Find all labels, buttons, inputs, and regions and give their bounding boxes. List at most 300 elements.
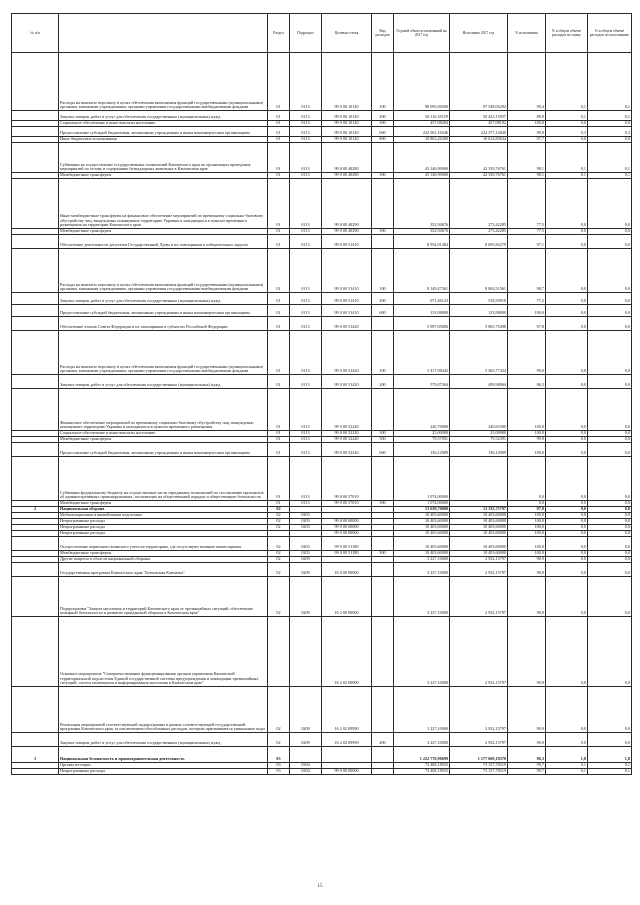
row-plan: 352,94676 <box>394 229 450 235</box>
row-csr: 99 0 00 51420 <box>322 317 372 331</box>
header-name <box>59 14 268 53</box>
row-name: Предоставление субсидий бюджетным, автономным учреждениям и иным некоммерческим организациям <box>59 305 268 317</box>
row-podrazdel: 0113 <box>290 137 322 143</box>
row-name: Субвенции на осуществление государственных полномочий Камчатского края по организации проведения мероприятий по отлову и содержанию безнадзорных животных в Камчатском крае <box>59 143 268 173</box>
row-plan: 579,07364 <box>394 375 450 389</box>
row-razdel: 01 <box>268 501 290 507</box>
header-razdel: Раздел <box>268 14 290 53</box>
row-fact: 2 932,15797 <box>450 733 508 747</box>
row-pct: 86,3 <box>508 375 546 389</box>
row-fact: 8 695,82279 <box>450 235 508 249</box>
row-name: Межбюджетные трансферты <box>59 501 268 507</box>
row-name: Межбюджетные трансферты <box>59 229 268 235</box>
row-csr: 99 0 00 51410 <box>322 249 372 293</box>
row-csr: 99 0 00 40290 <box>322 229 372 235</box>
row-pct: 100,0 <box>508 519 546 525</box>
row-vr: 500 <box>372 437 394 443</box>
row-plan: 43 146,99000 <box>394 173 450 179</box>
row-name: Подпрограмма "Защита населения и территорий Камчатского края от чрезвычайных ситуаций, обеспечение пожарной безопасности и развитие гражданской обороны в Камчатском крае" <box>59 577 268 617</box>
row-razdel: 01 <box>268 375 290 389</box>
row-share-fact: 0,0 <box>588 137 632 143</box>
row-plan: 240,70000 <box>394 389 450 431</box>
row-fact: 25,00000 <box>450 431 508 437</box>
table-row <box>12 389 632 431</box>
budget-execution-table <box>11 13 632 775</box>
row-razdel: 01 <box>268 305 290 317</box>
row-name: Обеспечение деятельности депутатов Государственной Думы и их помощников в избирательных округах <box>59 235 268 249</box>
row-name: Непрограммные расходы <box>59 519 268 525</box>
row-pct: 0,0 <box>508 501 546 507</box>
row-podrazdel: 0113 <box>290 229 322 235</box>
row-vr <box>372 687 394 733</box>
row-pct: 77,5 <box>508 179 546 229</box>
row-share-plan: 0,0 <box>546 537 588 551</box>
row-vr: 200 <box>372 733 394 747</box>
row-csr: 99 0 00 10140 <box>322 137 372 143</box>
row-num <box>12 249 59 293</box>
row-share-plan: 0,0 <box>546 317 588 331</box>
row-num <box>12 143 59 173</box>
row-csr: 99 0 00 52240 <box>322 437 372 443</box>
row-pct: 99,4 <box>508 53 546 111</box>
row-share-fact: 0,0 <box>588 733 632 747</box>
row-share-fact: 0,0 <box>588 235 632 249</box>
row-name: Межбюджетные трансферты <box>59 173 268 179</box>
header-share-fact: % в общем объеме расходов по исполнению <box>588 14 632 53</box>
row-plan: 10 403,60000 <box>394 537 450 551</box>
row-razdel: 03 <box>268 769 290 775</box>
row-share-fact: 0,0 <box>588 249 632 293</box>
row-plan: 1 074,00000 <box>394 501 450 507</box>
row-vr: 100 <box>372 331 394 375</box>
row-plan: 25,00000 <box>394 431 450 437</box>
row-plan: 10 403,60000 <box>394 525 450 531</box>
row-razdel: 01 <box>268 331 290 375</box>
row-plan: 79,57091 <box>394 437 450 443</box>
row-razdel: 01 <box>268 431 290 437</box>
row-csr: 99 0 00 40280 <box>322 173 372 179</box>
table-row <box>12 537 632 551</box>
row-razdel: 01 <box>268 235 290 249</box>
row-pct: 100,0 <box>508 389 546 431</box>
row-vr: 500 <box>372 229 394 235</box>
table-row <box>12 687 632 733</box>
row-share-fact: 0,0 <box>588 305 632 317</box>
row-num <box>12 457 59 501</box>
table-row <box>12 457 632 501</box>
row-razdel: 02 <box>268 687 290 733</box>
row-name: Непрограммные расходы <box>59 769 268 775</box>
row-podrazdel <box>290 747 322 763</box>
row-podrazdel: 0113 <box>290 235 322 249</box>
row-name: Другие вопросы в области национальной обороны <box>59 557 268 563</box>
table-row <box>12 317 632 331</box>
row-fact: 2 932,15797 <box>450 687 508 733</box>
row-vr: 600 <box>372 127 394 137</box>
table-row <box>12 375 632 389</box>
row-share-plan: 0,1 <box>546 173 588 179</box>
table-row <box>12 235 632 249</box>
row-csr: 99 0 00 00000 <box>322 525 372 531</box>
table-row <box>12 305 632 317</box>
row-vr: 200 <box>372 375 394 389</box>
row-fact: 8 063,51361 <box>450 249 508 293</box>
row-share-plan: 0,0 <box>546 121 588 127</box>
table-row <box>12 53 632 111</box>
row-podrazdel: 0113 <box>290 53 322 111</box>
table-row <box>12 617 632 687</box>
row-num <box>12 443 59 457</box>
table-row <box>12 563 632 577</box>
row-plan: 133,98000 <box>394 305 450 317</box>
row-num: 2 <box>12 507 59 513</box>
row-razdel: 01 <box>268 457 290 501</box>
row-pct: 90,9 <box>508 733 546 747</box>
row-fact: 10 403,60000 <box>450 551 508 557</box>
row-share-plan: 0,1 <box>546 143 588 173</box>
table-row <box>12 293 632 305</box>
row-num <box>12 687 59 733</box>
row-podrazdel: 0113 <box>290 375 322 389</box>
row-csr: 99 0 00 51420 <box>322 375 372 389</box>
row-plan: 136,12909 <box>394 443 450 457</box>
row-vr <box>372 563 394 577</box>
row-vr: 500 <box>372 551 394 557</box>
row-csr: 16 2 02 09990 <box>322 687 372 733</box>
row-pct: 90,9 <box>508 687 546 733</box>
row-podrazdel: 0304 <box>290 769 322 775</box>
row-plan: 5 997,05806 <box>394 317 450 331</box>
row-razdel: 02 <box>268 557 290 563</box>
row-razdel: 02 <box>268 563 290 577</box>
row-fact: 133,98000 <box>450 305 508 317</box>
row-fact: 50 423,15957 <box>450 111 508 121</box>
row-podrazdel: 0113 <box>290 305 322 317</box>
row-vr: 600 <box>372 305 394 317</box>
row-pct: 100,0 <box>508 431 546 437</box>
row-podrazdel: 0209 <box>290 577 322 617</box>
row-csr: 16 2 02 09990 <box>322 733 372 747</box>
table-row <box>12 111 632 121</box>
row-share-plan: 0,0 <box>546 389 588 431</box>
row-razdel: 01 <box>268 111 290 121</box>
row-vr: 200 <box>372 111 394 121</box>
row-pct: 100,0 <box>508 443 546 457</box>
row-name: Расходы на выплаты персоналу в целях обеспечения выполнения функций государственными (муниципальными) органами, казенными учреждениями, органами управления государственными внебюджетными фондами <box>59 331 268 375</box>
row-pct: 77,5 <box>508 229 546 235</box>
row-csr: 16 2 00 00000 <box>322 577 372 617</box>
row-razdel: 01 <box>268 179 290 229</box>
row-plan: 73 408,18935 <box>394 769 450 775</box>
row-csr: 99 0 00 51410 <box>322 293 372 305</box>
row-num <box>12 769 59 775</box>
budget-table-sheet <box>11 13 631 775</box>
row-fact: 222 377,14040 <box>450 127 508 137</box>
row-fact: 136,12909 <box>450 443 508 457</box>
row-share-fact: 0,1 <box>588 763 632 769</box>
row-num <box>12 111 59 121</box>
row-share-plan: 0,0 <box>546 229 588 235</box>
row-fact: 273,42285 <box>450 229 508 235</box>
row-pct: 97,8 <box>508 317 546 331</box>
row-plan: 10 403,60000 <box>394 513 450 519</box>
row-podrazdel: 0203 <box>290 525 322 531</box>
row-vr <box>372 389 394 431</box>
row-name: Непрограммные расходы <box>59 531 268 537</box>
row-podrazdel: 0113 <box>290 173 322 179</box>
row-podrazdel: 0113 <box>290 127 322 137</box>
row-plan: 8 149,47361 <box>394 249 450 293</box>
row-share-plan: 0,0 <box>546 137 588 143</box>
row-share-fact: 0,0 <box>588 507 632 513</box>
row-share-plan: 0,1 <box>546 111 588 121</box>
row-plan: 10 403,60000 <box>394 551 450 557</box>
row-plan: 10 863,26300 <box>394 137 450 143</box>
row-vr: 500 <box>372 173 394 179</box>
row-name: Непрограммные расходы <box>59 525 268 531</box>
row-share-plan: 0,1 <box>546 53 588 111</box>
row-share-fact: 0,0 <box>588 525 632 531</box>
row-razdel: 02 <box>268 519 290 525</box>
row-plan: 43 146,99000 <box>394 143 450 173</box>
row-razdel: 01 <box>268 317 290 331</box>
row-csr: 99 0 00 52240 <box>322 431 372 437</box>
row-share-plan: 0,0 <box>546 563 588 577</box>
row-name: Расходы на выплаты персоналу в целях обеспечения выполнения функций государственными (муниципальными) органами, казенными учреждениями, органами управления государственными внебюджетными фондами <box>59 249 268 293</box>
row-razdel: 03 <box>268 747 290 763</box>
row-name: Национальная безопасность и правоохранительная деятельность <box>59 747 268 763</box>
row-name: Предоставление субсидий бюджетным, автономным учреждениям и иным некоммерческим организациям <box>59 127 268 137</box>
table-row <box>12 179 632 229</box>
row-podrazdel: 0113 <box>290 457 322 501</box>
row-name: Основное мероприятие "Совершенствование функционирования органов управления Камчатской территориальной подсистемы Единой государственной системы предупреждения и ликвидации чрезвычайных ситуаций, систем оповещения и информирования населения в Камчатском крае" <box>59 617 268 687</box>
row-razdel: 01 <box>268 173 290 179</box>
row-share-fact: 0,0 <box>588 557 632 563</box>
row-share-fact: 0,1 <box>588 769 632 775</box>
row-csr: 99 0 00 51180 <box>322 537 372 551</box>
row-num <box>12 563 59 577</box>
row-share-plan: 1,8 <box>546 747 588 763</box>
table-row <box>12 733 632 747</box>
header-vr: Вид расходов <box>372 14 394 53</box>
row-share-plan: 0,0 <box>546 687 588 733</box>
row-plan: 3 227,10000 <box>394 563 450 577</box>
row-plan: 56 116,35159 <box>394 111 450 121</box>
row-name: Национальная оборона <box>59 507 268 513</box>
row-podrazdel: 0113 <box>290 317 322 331</box>
row-csr: 99 0 00 00000 <box>322 519 372 525</box>
row-num <box>12 331 59 375</box>
row-name: Межбюджетные трансферты <box>59 551 268 557</box>
row-pct: 100,0 <box>508 525 546 531</box>
row-pct: 90,9 <box>508 577 546 617</box>
row-fact: 10 403,60000 <box>450 525 508 531</box>
row-podrazdel: 0209 <box>290 563 322 577</box>
row-fact: 97 548,05292 <box>450 53 508 111</box>
row-share-fact: 0,0 <box>588 389 632 431</box>
row-plan: 1 222 770,90699 <box>394 747 450 763</box>
row-share-fact: 0,0 <box>588 501 632 507</box>
row-name: Закупка товаров, работ и услуг для обеспечения государственных (муниципальных) нужд <box>59 293 268 305</box>
row-pct: 98,1 <box>508 143 546 173</box>
row-csr: 99 0 00 10140 <box>322 121 372 127</box>
row-podrazdel: 0113 <box>290 437 322 443</box>
row-pct: 97,8 <box>508 507 546 513</box>
row-pct: 99,7 <box>508 769 546 775</box>
row-razdel: 03 <box>268 763 290 769</box>
row-share-plan: 0,0 <box>546 733 588 747</box>
row-num <box>12 293 59 305</box>
row-share-plan: 0,0 <box>546 501 588 507</box>
row-plan: 5 417,98442 <box>394 331 450 375</box>
row-podrazdel: 0209 <box>290 733 322 747</box>
row-pct: 97,1 <box>508 235 546 249</box>
row-pct: 99,0 <box>508 331 546 375</box>
row-name: Финансовое обеспечение мероприятий по временному социально-бытовому обустройству лиц, вынужденно покинувших территорию Украины и находящихся в пунктах временного размещения <box>59 389 268 431</box>
row-razdel: 02 <box>268 577 290 617</box>
row-plan: 13 630,70000 <box>394 507 450 513</box>
row-pct: 90,9 <box>508 557 546 563</box>
row-csr: 99 0 00 51410 <box>322 305 372 317</box>
row-share-plan: 0,0 <box>546 577 588 617</box>
row-podrazdel: 0203 <box>290 513 322 519</box>
row-fact: 13 335,75797 <box>450 507 508 513</box>
row-plan: 457,08284 <box>394 121 450 127</box>
header-pct: % исполнения <box>508 14 546 53</box>
row-podrazdel: 0113 <box>290 501 322 507</box>
header-fact: Исполнено 2017 год <box>450 14 508 53</box>
row-pct: 100,0 <box>508 537 546 551</box>
header-plan: Годовой объем ассигнований на 2017 год <box>394 14 450 53</box>
table-row <box>12 577 632 617</box>
row-plan: 73 408,18935 <box>394 763 450 769</box>
row-share-fact: 0,0 <box>588 577 632 617</box>
row-share-plan: 0,0 <box>546 513 588 519</box>
row-share-fact: 0,1 <box>588 111 632 121</box>
row-csr: 99 0 00 51420 <box>322 331 372 375</box>
row-razdel <box>268 617 290 687</box>
row-vr: 800 <box>372 137 394 143</box>
row-share-fact: 0,3 <box>588 127 632 137</box>
row-razdel: 02 <box>268 525 290 531</box>
row-fact: 10 614,83634 <box>450 137 508 143</box>
row-share-fact: 0,0 <box>588 229 632 235</box>
row-razdel: 01 <box>268 53 290 111</box>
row-name: Предоставление субсидий бюджетным, автономным учреждениям и иным некоммерческим организациям <box>59 443 268 457</box>
row-razdel: 02 <box>268 507 290 513</box>
row-podrazdel: 0113 <box>290 431 322 437</box>
row-name: Закупка товаров, работ и услуг для обеспечения государственных (муниципальных) нужд <box>59 111 268 121</box>
table-row <box>12 249 632 293</box>
row-podrazdel: 0113 <box>290 121 322 127</box>
row-fact: 10 403,60000 <box>450 519 508 525</box>
row-razdel: 01 <box>268 143 290 173</box>
row-vr: 500 <box>372 501 394 507</box>
row-pct: 100,0 <box>508 305 546 317</box>
row-share-fact: 0,0 <box>588 537 632 551</box>
row-num <box>12 179 59 229</box>
row-fact <box>450 457 508 501</box>
row-share-fact: 0,0 <box>588 437 632 443</box>
row-pct: 100,0 <box>508 551 546 557</box>
row-fact: 2 932,15797 <box>450 577 508 617</box>
row-name: Иные бюджетные ассигнования <box>59 137 268 143</box>
row-plan: 671,46123 <box>394 293 450 305</box>
row-share-plan: 0,0 <box>546 507 588 513</box>
row-share-fact: 1,8 <box>588 747 632 763</box>
row-num <box>12 127 59 137</box>
row-name: Органы юстиции <box>59 763 268 769</box>
row-podrazdel: 0113 <box>290 331 322 375</box>
table-row <box>12 127 632 137</box>
row-num <box>12 53 59 111</box>
row-fact: 1 177 669,18370 <box>450 747 508 763</box>
row-plan: 10 403,60000 <box>394 531 450 537</box>
row-podrazdel: 0203 <box>290 551 322 557</box>
table-row <box>12 769 632 775</box>
row-razdel: 01 <box>268 121 290 127</box>
row-plan: 3 227,10000 <box>394 617 450 687</box>
row-fact: 73 157,78319 <box>450 769 508 775</box>
row-pct: 96,3 <box>508 747 546 763</box>
row-fact: 42 339,76761 <box>450 173 508 179</box>
row-vr: 300 <box>372 121 394 127</box>
row-name: Мобилизационная и вневойсковая подготовка <box>59 513 268 519</box>
row-vr: 100 <box>372 249 394 293</box>
row-fact: 5 865,75498 <box>450 317 508 331</box>
row-vr: 200 <box>372 293 394 305</box>
row-vr <box>372 179 394 229</box>
row-razdel: 02 <box>268 733 290 747</box>
row-razdel: 01 <box>268 249 290 293</box>
row-razdel: 02 <box>268 551 290 557</box>
row-name: Закупка товаров, работ и услуг для обеспечения государственных (муниципальных) нужд <box>59 375 268 389</box>
row-share-fact: 0,0 <box>588 293 632 305</box>
row-csr: 99 0 00 51410 <box>322 235 372 249</box>
row-pct: 100,0 <box>508 513 546 519</box>
row-pct: 99,7 <box>508 763 546 769</box>
row-share-plan: 0,0 <box>546 551 588 557</box>
row-vr <box>372 457 394 501</box>
row-csr: 99 0 00 10140 <box>322 111 372 121</box>
row-num <box>12 537 59 551</box>
row-fact: 518,50918 <box>450 293 508 305</box>
row-share-fact: 0,0 <box>588 179 632 229</box>
row-share-plan: 0,0 <box>546 331 588 375</box>
row-num <box>12 733 59 747</box>
row-razdel: 02 <box>268 513 290 519</box>
row-share-plan: 0,0 <box>546 437 588 443</box>
row-name: Реализация мероприятий соответствующей подпрограммы в рамках соответствующей государственной программы Камчатского края, за исключением обособленных расходов, которым присваиваются уникальные коды <box>59 687 268 733</box>
table-row <box>12 747 632 763</box>
row-share-fact: 0,0 <box>588 443 632 457</box>
row-share-plan: 0,0 <box>546 457 588 501</box>
row-razdel: 02 <box>268 537 290 551</box>
row-vr: 600 <box>372 443 394 457</box>
row-plan: 10 403,60000 <box>394 519 450 525</box>
row-share-plan: 0,1 <box>546 769 588 775</box>
row-csr <box>322 747 372 763</box>
row-podrazdel: 0113 <box>290 293 322 305</box>
row-pct: 99,9 <box>508 127 546 137</box>
row-csr: 99 0 00 57010 <box>322 457 372 501</box>
table-row <box>12 143 632 173</box>
row-vr: 100 <box>372 53 394 111</box>
row-fact: 499,98064 <box>450 375 508 389</box>
row-podrazdel: 0113 <box>290 389 322 431</box>
row-vr <box>372 577 394 617</box>
row-plan: 1 074,00000 <box>394 457 450 501</box>
